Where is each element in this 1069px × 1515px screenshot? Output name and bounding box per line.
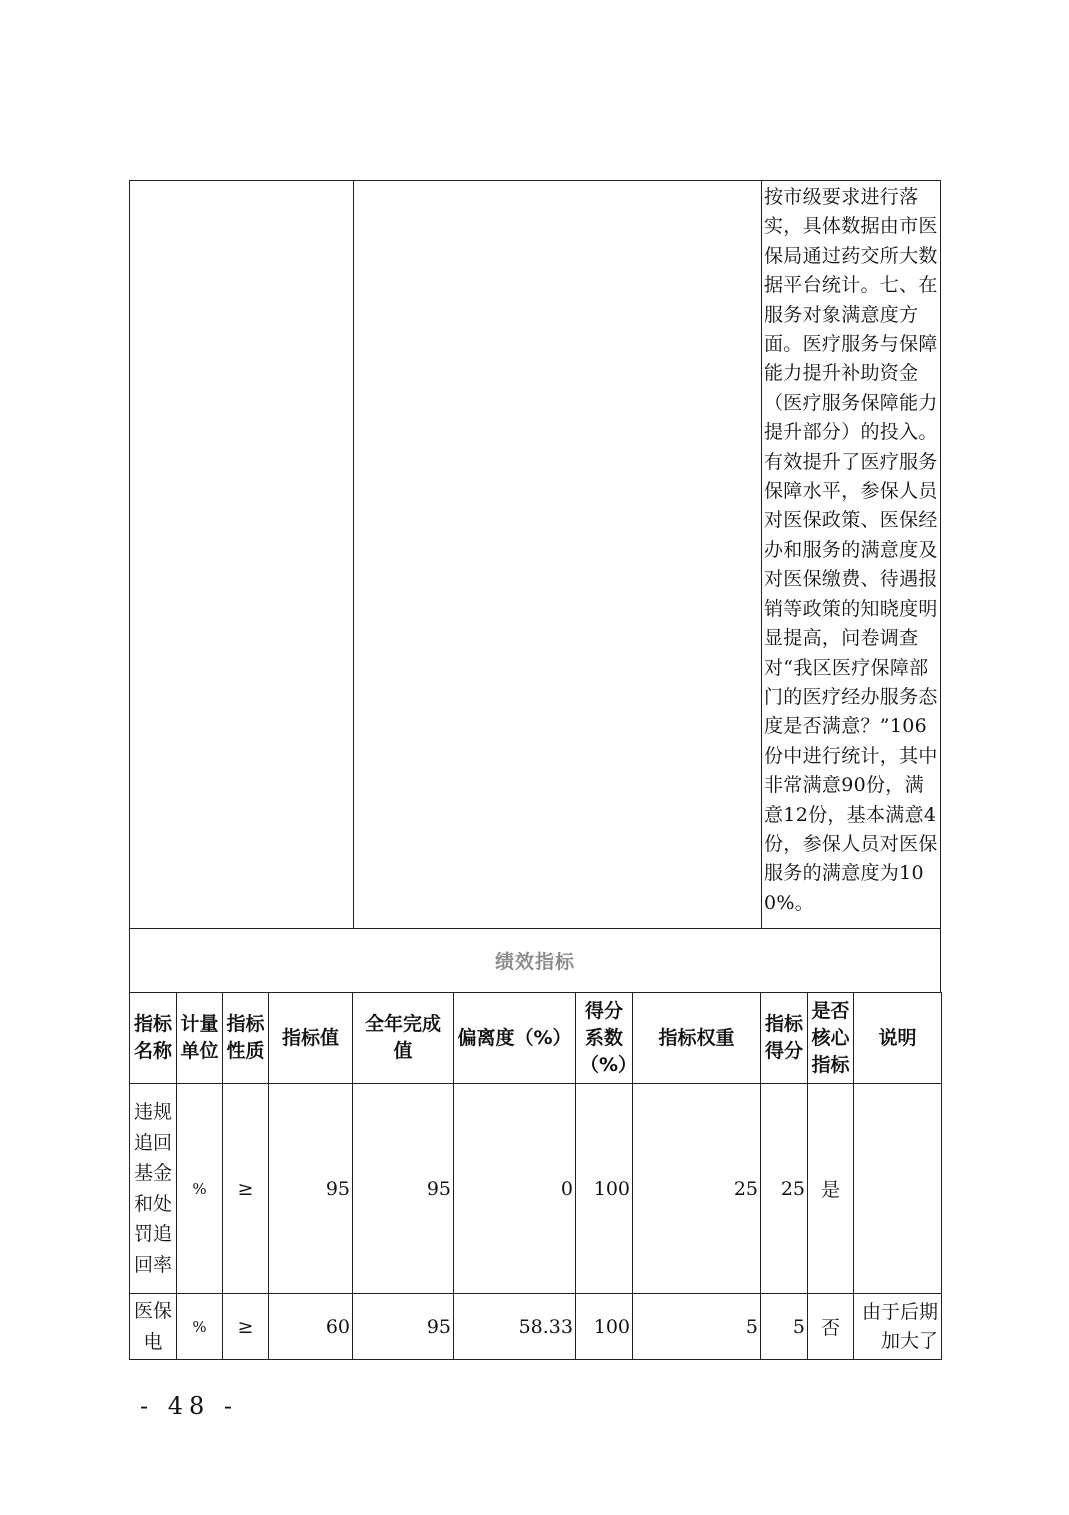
header-name: 指标名称 [130,993,177,1084]
row-score: 5 [761,1294,808,1360]
header-coefficient: 得分系数（%） [576,993,633,1084]
row-unit: % [177,1084,223,1294]
row-coefficient: 100 [576,1294,633,1360]
header-core: 是否核心指标 [808,993,854,1084]
row-actual: 95 [353,1084,454,1294]
performance-section-title-cell [129,928,941,993]
row-nature: ≥ [223,1294,269,1360]
page-number: - 48 - [140,1392,239,1420]
narrative-table [129,180,941,929]
table-row [130,1084,942,1294]
row-unit: % [177,1294,223,1360]
header-deviation: 偏离度（%） [454,993,576,1084]
performance-section-title: 绩效指标 [494,950,575,973]
column-divider [761,181,762,928]
row-note [854,1084,942,1294]
row-deviation: 58.33 [454,1294,576,1360]
row-actual: 95 [353,1294,454,1360]
row-deviation: 0 [454,1084,576,1294]
row-coefficient: 100 [576,1084,633,1294]
row-weight: 5 [633,1294,761,1360]
row-score: 25 [761,1084,808,1294]
column-divider [353,181,354,928]
header-unit: 计量单位 [177,993,223,1084]
row-target: 60 [269,1294,353,1360]
header-actual: 全年完成值 [353,993,454,1084]
header-score: 指标得分 [761,993,808,1084]
header-weight: 指标权重 [633,993,761,1084]
table-row [130,1294,942,1360]
row-indicator-name: 医保电 [130,1294,177,1360]
row-target: 95 [269,1084,353,1294]
header-note: 说明 [854,993,942,1084]
header-row [130,993,942,1084]
header-target: 指标值 [269,993,353,1084]
performance-table [129,992,942,1360]
row-core: 是 [808,1084,854,1294]
row-note: 由于后期加大了 [854,1294,942,1360]
row-core: 否 [808,1294,854,1360]
row-nature: ≥ [223,1084,269,1294]
header-nature: 指标性质 [223,993,269,1084]
row-indicator-name: 违规追回基金和处罚追回率 [130,1084,177,1294]
narrative-text: 按市级要求进行落实，具体数据由市医保局通过药交所大数据平台统计。七、在服务对象满意度方面。医疗服务与保障能力提升补助资金（医疗服务保障能力提升部分）的投入。有效提升了医疗服务保障水平，参保人员对医保政策、医保经办和服务的满意度及对医保缴费、待遇报销等政策的知晓度明显提高，问卷调查对“我区医疗保障部门的医疗经办服务态度是否满意？”106份中进行统计，其中非常满意90份，满意12份，基本满意4份，参保人员对医保服务的满意度为100%。 [764,186,938,914]
row-weight: 25 [633,1084,761,1294]
